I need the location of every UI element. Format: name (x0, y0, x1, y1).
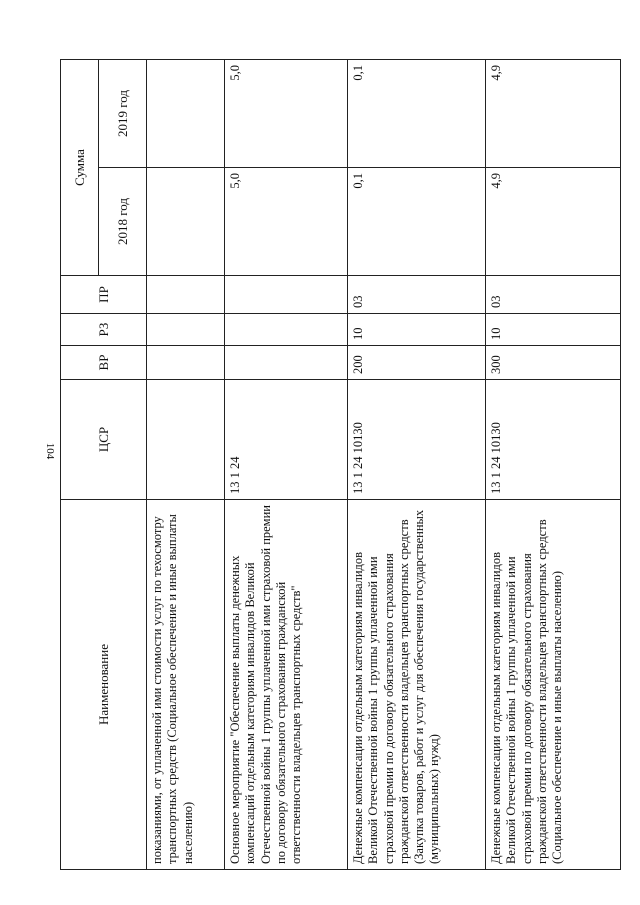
cell-csr: 13 1 24 10130 (486, 380, 621, 500)
cell-rz: 10 (348, 314, 486, 346)
cell-2019 (147, 60, 225, 168)
cell-name: Денежные компенсации отдельным категориям инвалидов Великой Отечественной войны 1 группы уплаченной ими страховой премии по договору обязательного страхования гражданской ответственности владельцев транспортных средств (Закупка товаров, работ и услуг для обеспечения государственных (муниципальных) нужд) (348, 500, 486, 870)
cell-2018: 4,9 (486, 168, 621, 276)
table-row (147, 60, 225, 870)
cell-rz (225, 314, 348, 346)
cell-pr: 03 (486, 276, 621, 314)
cell-rz: 10 (486, 314, 621, 346)
header-rz: РЗ (61, 314, 147, 346)
cell-pr (147, 276, 225, 314)
cell-name: показаниями, от уплаченной ими стоимости услуг по техосмотру транспортных средств (Социальное обеспечение и иные выплаты населению) (147, 500, 225, 870)
budget-table (60, 59, 621, 870)
cell-2018 (147, 168, 225, 276)
cell-vr (225, 346, 348, 380)
cell-2019: 4,9 (486, 60, 621, 168)
header-sum: Сумма (61, 60, 99, 276)
cell-name: Основное мероприятие "Обеспечение выплаты денежных компенсаций отдельным категориям инвалидов Великой Отечественной войны 1 группы уплаченной ими страховой премии по договору обязательного страхования гражданской ответственности владельцев транспортных средств" (225, 500, 348, 870)
cell-vr: 300 (486, 346, 621, 380)
table-row (348, 60, 486, 870)
table-row (486, 60, 621, 870)
rotated-page (60, 60, 620, 870)
cell-rz (147, 314, 225, 346)
cell-vr: 200 (348, 346, 486, 380)
cell-name: Денежные компенсации отдельным категориям инвалидов Великой Отечественной войны 1 группы уплаченной ими страховой премии по договору обязательного страхования гражданской ответственности владельцев транспортных средств (Социальное обеспечение и иные выплаты населению) (486, 500, 621, 870)
cell-2018: 0,1 (348, 168, 486, 276)
table-row (225, 60, 348, 870)
cell-pr (225, 276, 348, 314)
header-name: Наименование (61, 500, 147, 870)
cell-2019: 0,1 (348, 60, 486, 168)
cell-csr: 13 1 24 10130 (348, 380, 486, 500)
cell-2019: 5,0 (225, 60, 348, 168)
cell-pr: 03 (348, 276, 486, 314)
header-year-2018: 2018 год (99, 168, 147, 276)
header-pr: ПР (61, 276, 147, 314)
page-number: 104 (44, 442, 56, 460)
cell-csr: 13 1 24 (225, 380, 348, 500)
header-vr: ВР (61, 346, 147, 380)
header-csr: ЦСР (61, 380, 147, 500)
cell-csr (147, 380, 225, 500)
cell-2018: 5,0 (225, 168, 348, 276)
cell-vr (147, 346, 225, 380)
header-year-2019: 2019 год (99, 60, 147, 168)
